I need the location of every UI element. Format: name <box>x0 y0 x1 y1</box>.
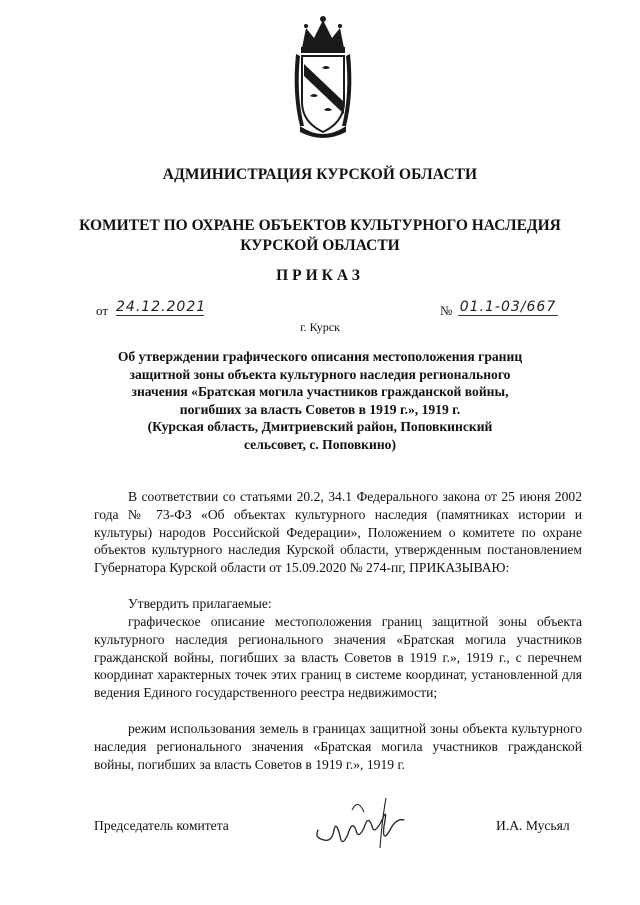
order-subject <box>0 348 640 453</box>
subject-line: погибших за власть Советов в 1919 г.», 1919 г. <box>179 401 461 417</box>
body-paragraph-3: графическое описание местоположения границ защитной зоны объекта культурного наследия регионального значения «Братская могила участников гражданской войны, погибших за власть Советов в 1919 г.», 1919 г., с перечнем координат характерных точек этих границ в системе координат, установленной для ведения Единого государственного реестра недвижимости; <box>94 614 582 701</box>
body-paragraph-4: режим использования земель в границах защитной зоны объекта культурного наследия регионального значения «Братская могила участников гражданской войны, погибших за власть Советов в 1919 г.», 1919 г. <box>94 721 582 772</box>
order-number: 01.1-03/667 <box>459 299 557 315</box>
body-paragraph-2: Утвердить прилагаемые: <box>128 596 272 611</box>
committee-title-line1: КОМИТЕТ ПО ОХРАНЕ ОБЪЕКТОВ КУЛЬТУРНОГО НАСЛЕДИЯ <box>79 217 561 234</box>
subject-line: (Курская область, Дмитриевский район, Поповкинский <box>147 419 493 434</box>
number-prefix: № <box>440 303 453 318</box>
subject-line: значения «Братская могила участников гражданской войны, <box>131 384 509 399</box>
subject-line: Об утверждении графического описания местоположения границ <box>117 349 523 364</box>
subject-line: сельсовет, с. Поповкино) <box>243 436 397 452</box>
signatory-name: И.А. Мусьял <box>496 818 570 833</box>
order-date: 24.12.2021 <box>116 299 207 315</box>
date-prefix: от <box>96 303 109 318</box>
body-paragraph-1: В соответствии со статьями 20.2, 34.1 Федерального закона от 25 июня 2002 года № 73-ФЗ «Об объектах культурного наследия (памятниках истории и культуры) народов Российской Федерации», Положением о комитете по охране объектов культурного наследия Курской области, утвержденным постановлением Губернатора Курской области от 15.09.2020 № 274-пг, ПРИКАЗЫВАЮ: <box>94 489 582 576</box>
administration-title: АДМИНИСТРАЦИЯ КУРСКОЙ ОБЛАСТИ <box>162 166 478 183</box>
coat-of-arms-emblem <box>292 14 354 142</box>
committee-title-line2: КУРСКОЙ ОБЛАСТИ <box>240 237 400 254</box>
signatory-position: Председатель комитета <box>94 818 229 833</box>
document-type: ПРИКАЗ <box>276 267 364 284</box>
handwritten-signature <box>312 790 408 854</box>
city-label: г. Курск <box>300 320 340 334</box>
committee-title <box>0 216 640 256</box>
subject-line: защитной зоны объекта культурного наследия регионального <box>129 366 511 382</box>
